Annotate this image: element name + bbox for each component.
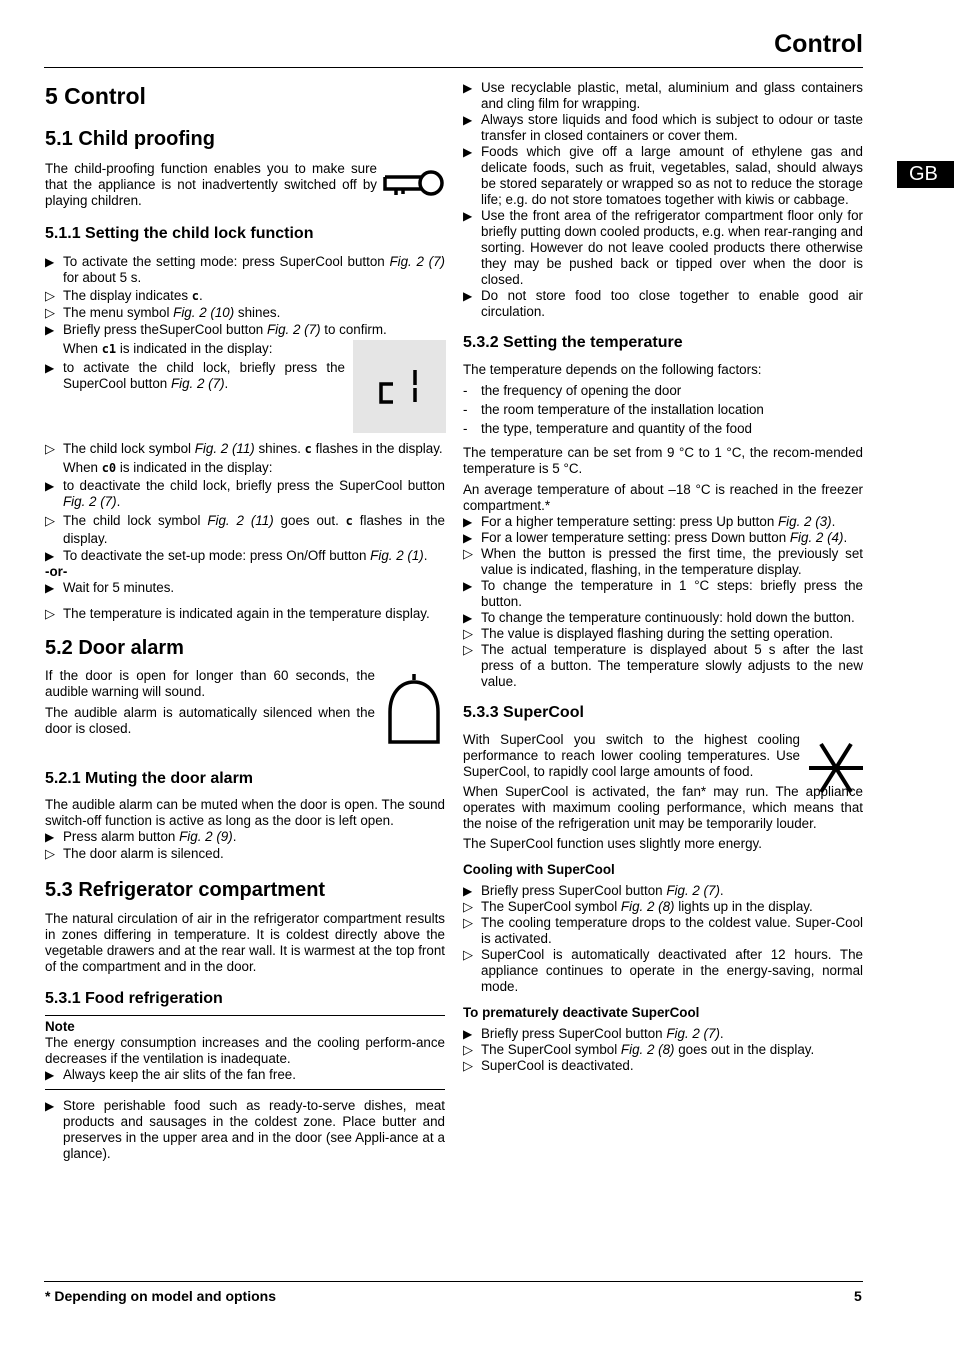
- note-text: The energy consumption increases and the cooling perform-ance decreases if the ventilation is inadequate.: [45, 1035, 445, 1066]
- action-symbol-icon: ▶: [45, 549, 55, 563]
- subsection-5-3-1-title: 5.3.1 Food refrigeration: [45, 990, 223, 1007]
- list-item: ▷ The temperature is indicated again in the temperature display.: [45, 606, 430, 621]
- result-symbol-icon: ▷: [463, 899, 473, 914]
- refrigerator-intro: The natural circulation of air in the refrigerator compartment results in zones differing in temperature. It is coldest directly above the vegetable drawers and at the rear wall. It is warmest at the top front of the compartment and in the door.: [45, 911, 445, 974]
- list-item: ▷ The actual temperature is displayed about 5 s after the last press of a button. The temperature slowly adjusts to the new value.: [463, 642, 863, 689]
- action-symbol-icon: ▶: [463, 611, 473, 625]
- list-item: ▷ The door alarm is silenced.: [45, 846, 224, 861]
- action-symbol-icon: ▶: [45, 323, 55, 337]
- child-lock-block: [45, 341, 445, 438]
- action-symbol-icon: ▶: [45, 581, 55, 595]
- door-alarm-intro: [45, 668, 445, 737]
- action-symbol-icon: ▶: [463, 145, 473, 159]
- result-symbol-icon: ▷: [463, 1058, 473, 1073]
- list-item: ▶ Do not store food too close together to enable good air circulation.: [463, 288, 863, 319]
- supercool-intro: [463, 732, 863, 780]
- list-item: ▷ SuperCool is deactivated.: [463, 1058, 634, 1073]
- result-symbol-icon: ▷: [463, 546, 473, 561]
- deactivate-supercool-title: To prematurely deactivate SuperCool: [463, 1005, 700, 1020]
- section-5-2-title: 5.2 Door alarm: [45, 637, 184, 659]
- action-symbol-icon: ▶: [463, 1027, 473, 1041]
- child-proofing-intro: The child-proofing function enables you to make sure that the appliance is not inadvertently switched off by playing children.: [45, 161, 377, 208]
- list-item: ▶ To change the temperature continuously: hold down the button.: [463, 610, 855, 625]
- list-item: ▶ Use the front area of the refrigerator compartment floor only for briefly putting down cooled products, e.g. when rear-ranging and sorting. However do not leave cooled products there otherwise they may be pushed back or tipped over when the door is closed.: [463, 208, 863, 287]
- subsection-5-3-2-title: 5.3.2 Setting the temperature: [463, 334, 683, 351]
- list-item: ▶ For a higher temperature setting: press Up button Fig. 2 (3).: [463, 514, 836, 529]
- action-symbol-icon: ▶: [463, 579, 473, 593]
- result-symbol-icon: ▷: [463, 642, 473, 657]
- result-symbol-icon: ▷: [45, 606, 55, 621]
- bell-icon: [382, 672, 446, 746]
- factor-item: - the room temperature of the installation location: [463, 402, 764, 417]
- list-item: ▶ To deactivate the set-up mode: press On/Off button Fig. 2 (1).: [45, 548, 428, 563]
- list-item: ▶ To change the temperature in 1 °C steps: briefly press the button.: [463, 578, 863, 609]
- list-item: ▶ to deactivate the child lock, briefly press the SuperCool button Fig. 2 (7).: [45, 478, 445, 509]
- list-item: ▶ to activate the child lock, briefly press the SuperCool button Fig. 2 (7).: [45, 360, 345, 391]
- action-symbol-icon: ▶: [463, 113, 473, 127]
- list-item: ▷ The child lock symbol Fig. 2 (11) goes out. c flashes in the display.: [45, 513, 445, 546]
- result-symbol-icon: ▷: [463, 626, 473, 641]
- note-title: Note: [45, 1019, 75, 1034]
- left-column: [45, 78, 445, 1162]
- list-item: ▷ The child lock symbol Fig. 2 (11) shines. c flashes in the display.: [45, 441, 443, 456]
- list-item: ▷ The value is displayed flashing during the setting operation.: [463, 626, 834, 641]
- display-c1-panel: [353, 340, 446, 433]
- action-symbol-icon: ▶: [45, 1068, 55, 1082]
- action-symbol-icon: ▶: [463, 209, 473, 223]
- result-symbol-icon: ▷: [45, 288, 55, 303]
- subsection-5-2-1-title: 5.2.1 Muting the door alarm: [45, 770, 254, 787]
- temperature-intro: The temperature depends on the following factors:: [463, 362, 762, 377]
- list-item: ▶ For a lower temperature setting: press Down button Fig. 2 (4).: [463, 530, 848, 545]
- result-symbol-icon: ▷: [463, 947, 473, 962]
- result-symbol-icon: ▷: [463, 915, 473, 930]
- or-separator: -or-: [45, 564, 68, 579]
- list-item: ▶ Briefly press theSuperCool button Fig. 2 (7) to confirm.: [45, 322, 387, 337]
- list-item: ▶ Always store liquids and food which is subject to odour or taste transfer in closed containers or cover them.: [463, 112, 863, 143]
- action-symbol-icon: ▶: [45, 255, 55, 269]
- list-item: ▶ Wait for 5 minutes.: [45, 580, 175, 595]
- list-item: ▷ The menu symbol Fig. 2 (10) shines.: [45, 305, 281, 320]
- key-icon: [383, 166, 445, 200]
- footer-rule: [44, 1281, 863, 1282]
- subsection-5-3-3-title: 5.3.3 SuperCool: [463, 704, 584, 721]
- door-alarm-silenced-text: The audible alarm is automatically silenced when the door is closed.: [45, 705, 375, 736]
- language-tab: GB: [897, 161, 954, 188]
- note-box: [45, 1015, 445, 1090]
- page-number: 5: [854, 1288, 862, 1304]
- page-header-title: Control: [774, 30, 863, 58]
- result-symbol-icon: ▷: [463, 1042, 473, 1057]
- footer-note: * Depending on model and options: [45, 1288, 276, 1304]
- when-line: When c0 is indicated in the display:: [63, 460, 273, 475]
- action-symbol-icon: ▶: [463, 515, 473, 529]
- right-column: [463, 78, 863, 1074]
- list-item: ▷ The display indicates c.: [45, 288, 203, 303]
- result-symbol-icon: ▷: [45, 441, 55, 456]
- result-symbol-icon: ▷: [45, 513, 55, 528]
- display-c1-icon: [353, 340, 446, 433]
- result-symbol-icon: ▷: [45, 846, 55, 861]
- supercool-text: With SuperCool you switch to the highest cooling performance to reach lower cooling temperatures. Use SuperCool, to rapidly cool large amounts of food.: [463, 732, 800, 779]
- list-item: ▷ The SuperCool symbol Fig. 2 (8) lights up in the display.: [463, 899, 813, 914]
- muting-text: The audible alarm can be muted when the door is open. The sound switch-off function is active as long as the door is left open.: [45, 797, 445, 828]
- section-5-3-title: 5.3 Refrigerator compartment: [45, 879, 326, 901]
- list-item: ▷ When the button is pressed the first time, the previously set value is indicated, flashing, in the temperature display.: [463, 546, 863, 577]
- door-alarm-text: If the door is open for longer than 60 seconds, the audible warning will sound.: [45, 668, 375, 699]
- supercool-energy-text: The SuperCool function uses slightly more energy.: [463, 836, 762, 851]
- chapter-title: 5 Control: [45, 83, 146, 109]
- list-item: ▶ Press alarm button Fig. 2 (9).: [45, 829, 237, 844]
- when-line: When c1 is indicated in the display:: [63, 341, 273, 356]
- freezer-temperature-text: An average temperature of about –18 °C is reached in the freezer compartment.*: [463, 482, 863, 513]
- list-item: ▶ Always keep the air slits of the fan free.: [45, 1067, 296, 1082]
- action-symbol-icon: ▶: [45, 1099, 55, 1113]
- supercool-fan-text: When SuperCool is activated, the fan* may run. The appliance operates with maximum cooling performance, which means that the noise of the refrigeration unit may be temporarily louder.: [463, 784, 863, 831]
- temperature-range-text: The temperature can be set from 9 °C to 1 °C, the recom-mended temperature is 5 °C.: [463, 445, 863, 476]
- section-5-1-title: 5.1 Child proofing: [45, 128, 215, 150]
- factor-item: - the type, temperature and quantity of the food: [463, 421, 752, 436]
- action-symbol-icon: ▶: [45, 830, 55, 844]
- action-symbol-icon: ▶: [463, 81, 473, 95]
- list-item: ▶ Store perishable food such as ready-to-serve dishes, meat products and sausages in the coldest zone. Place butter and preserves in the upper area and in the door (see Appli-ance at a glance).: [45, 1098, 445, 1161]
- subsection-5-1-1-title: 5.1.1 Setting the child lock function: [45, 225, 314, 242]
- snowflake-icon: [807, 740, 865, 796]
- result-symbol-icon: ▷: [45, 305, 55, 320]
- cooling-with-supercool-title: Cooling with SuperCool: [463, 862, 615, 877]
- list-item: ▶ Foods which give off a large amount of ethylene gas and delicate foods, such as fruit, vegetables, salad, should always be stored separately or wrapped so as not to reduce the storage life; e.g. do not store tomatoes together with kiwis or cabbage.: [463, 144, 863, 207]
- header-rule: [44, 67, 863, 68]
- factor-item: - the frequency of opening the door: [463, 383, 682, 398]
- list-item: ▶ Use recyclable plastic, metal, aluminium and glass containers and cling film for wrapping.: [463, 80, 863, 111]
- list-item: ▷ The cooling temperature drops to the coldest value. Super-Cool is activated.: [463, 915, 863, 946]
- action-symbol-icon: ▶: [45, 479, 55, 493]
- action-symbol-icon: ▶: [463, 289, 473, 303]
- display-symbol: c: [191, 289, 200, 303]
- list-item: ▶ Briefly press SuperCool button Fig. 2 (7).: [463, 883, 724, 898]
- list-item: ▷ The SuperCool symbol Fig. 2 (8) goes out in the display.: [463, 1042, 815, 1057]
- action-symbol-icon: ▶: [45, 361, 55, 375]
- action-symbol-icon: ▶: [463, 884, 473, 898]
- list-item: ▶ To activate the setting mode: press SuperCool button Fig. 2 (7) for about 5 s.: [45, 254, 445, 285]
- action-symbol-icon: ▶: [463, 531, 473, 545]
- list-item: ▶ Briefly press SuperCool button Fig. 2 (7).: [463, 1026, 724, 1041]
- list-item: ▷ SuperCool is automatically deactivated after 12 hours. The appliance continues to operate in the energy-saving, normal mode.: [463, 947, 863, 994]
